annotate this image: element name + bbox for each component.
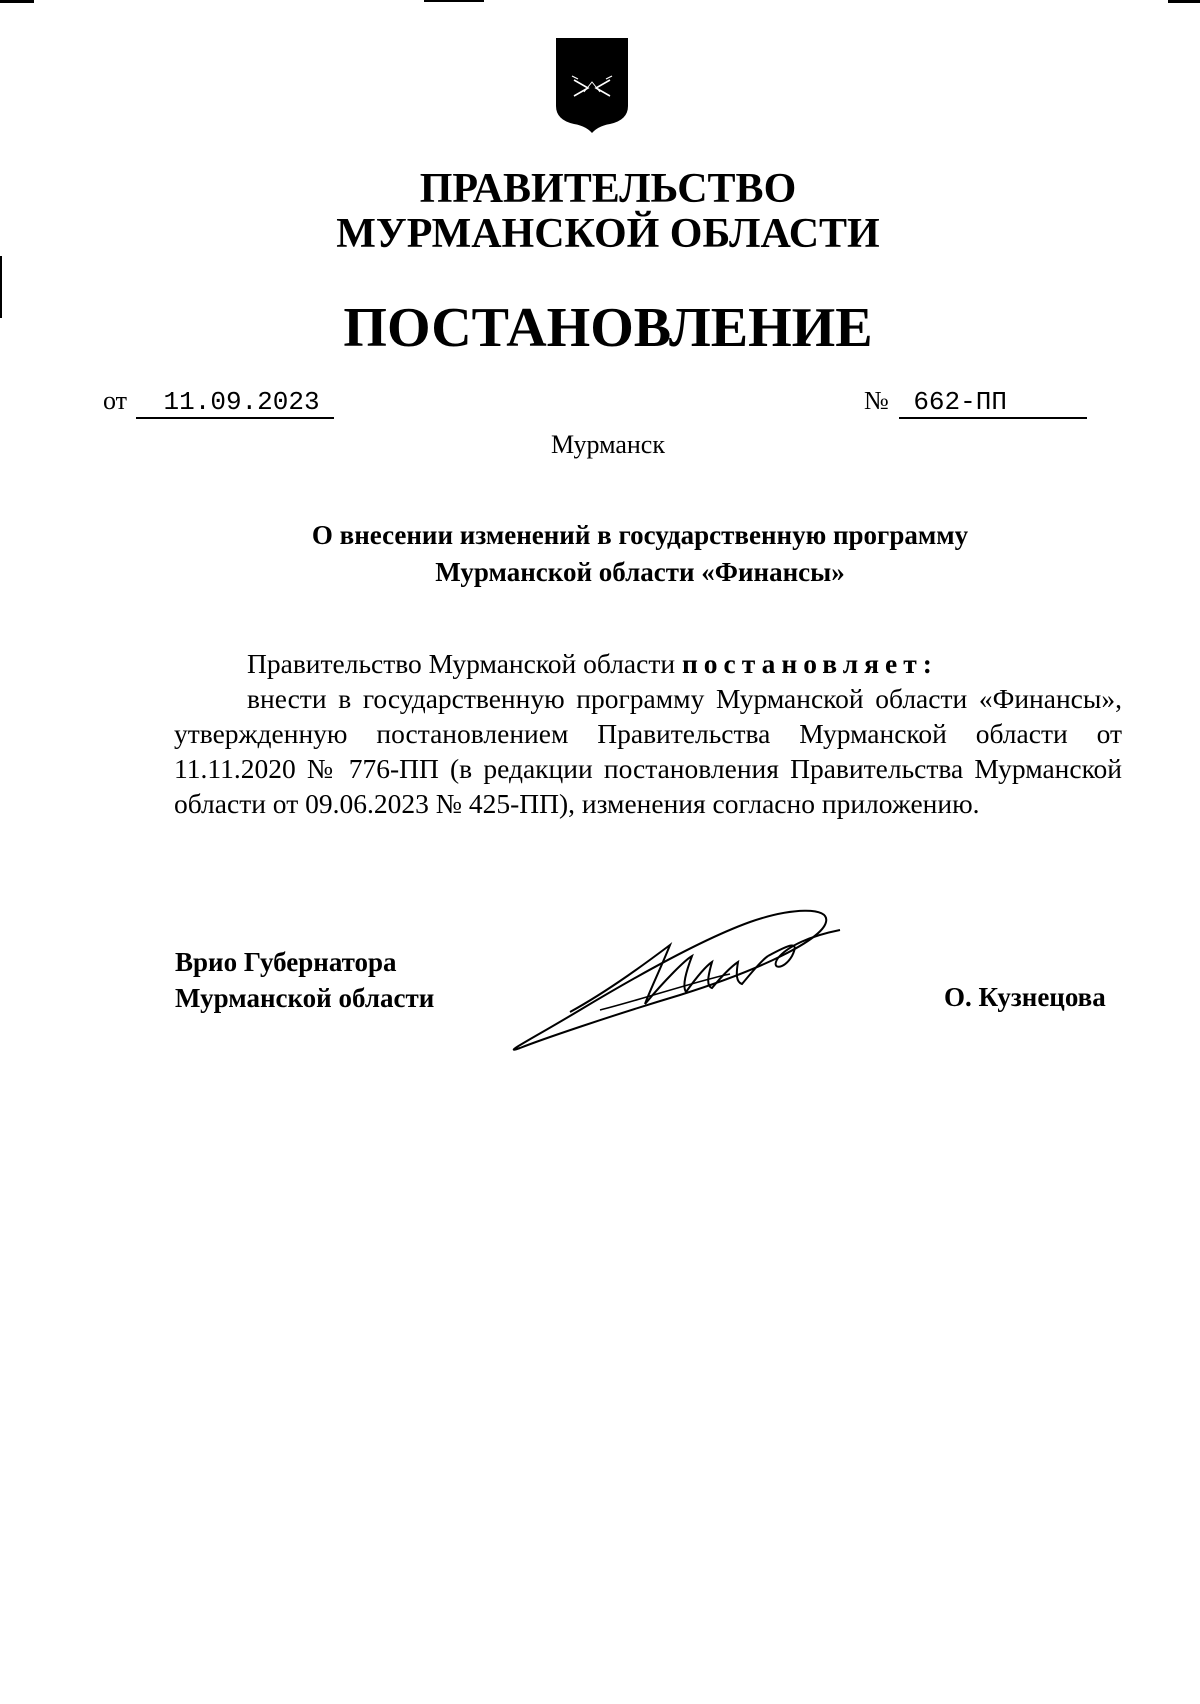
org-name-line1: ПРАВИТЕЛЬСТВО	[419, 166, 797, 212]
decree-paragraph: внести в государственную программу Мурманской области «Финансы», утвержденную постановлением Правительства Мурманской области от 11.11.2020 № 776-ПП (в редакции постановления Правительства Мурманской области от 09.06.2023 № 425-ПП), изменения согласно приложению.	[174, 683, 1122, 819]
scan-artifact-top-right	[1168, 0, 1200, 3]
document-date: 11.09.2023	[136, 387, 334, 419]
document-subject	[160, 517, 1120, 591]
number-prefix: №	[864, 386, 889, 415]
document-number: 662-ПП	[899, 387, 1087, 419]
scan-artifact-top-left	[0, 0, 34, 3]
signatory-position	[175, 944, 434, 1016]
position-line2: Мурманской области	[175, 983, 435, 1013]
subject-line1: О внесении изменений в государственную программу	[311, 520, 969, 550]
lead-verb: постановляет:	[681, 648, 938, 679]
coat-of-arms-icon	[554, 36, 630, 134]
scan-artifact-left-edge	[0, 256, 2, 318]
lead-text: Правительство Мурманской области	[247, 648, 682, 679]
subject-line2: Мурманской области «Финансы»	[435, 557, 845, 587]
date-row	[103, 386, 334, 419]
org-name-line2: МУРМАНСКОЙ ОБЛАСТИ	[336, 211, 880, 257]
number-row	[864, 386, 1087, 419]
city: Мурманск	[551, 430, 665, 459]
document-type: ПОСТАНОВЛЕНИЕ	[343, 297, 873, 359]
body-lead	[174, 646, 1122, 681]
date-prefix: от	[103, 386, 128, 415]
handwritten-signature	[500, 900, 860, 1060]
scan-artifact-top-center	[424, 0, 484, 2]
position-line1: Врио Губернатора	[175, 947, 397, 977]
signatory-name: О. Кузнецова	[944, 982, 1106, 1012]
document-body	[174, 646, 1122, 821]
